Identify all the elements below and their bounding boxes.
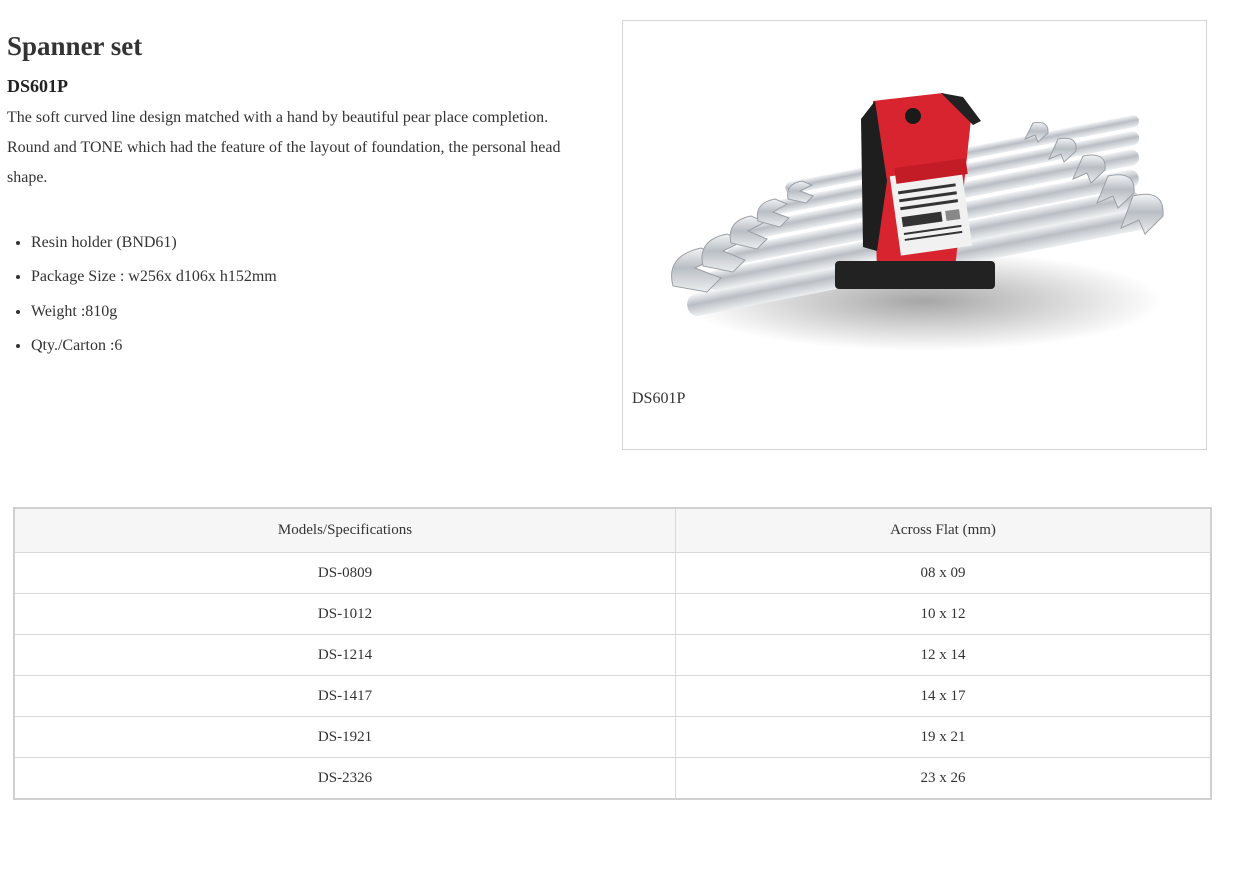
table-cell: 08 x 09 [676,553,1212,594]
table-row [14,676,1211,717]
table-cell: DS-1214 [14,635,676,676]
table-cell: 14 x 17 [676,676,1212,717]
image-caption: DS601P [632,390,686,407]
feature-item: • Resin holder (BND61) [31,232,597,254]
spanner-set-product-image[interactable] [663,71,1183,371]
feature-item: • Package Size : w256x d106x h152mm [31,266,597,288]
description-line: The soft curved line design matched with a hand by beautiful pear place completion. [7,109,549,126]
table-cell: 23 x 26 [676,758,1212,800]
table-row [14,758,1211,800]
column-header: Across Flat (mm) [676,508,1212,553]
table-cell: 10 x 12 [676,594,1212,635]
product-figure [622,20,1207,450]
table-cell: DS-0809 [14,553,676,594]
feature-list [7,232,597,357]
column-header: Models/Specifications [14,508,676,553]
product-info [7,28,597,369]
table-cell: DS-2326 [14,758,676,800]
feature-item: • Qty./Carton :6 [31,335,597,357]
table-header-row [14,508,1211,553]
table-cell: 12 x 14 [676,635,1212,676]
page-title: Spanner set [7,31,143,61]
feature-item: • Weight :810g [31,301,597,323]
description-line: Round and TONE which had the feature of the layout of foundation, the personal head shape. [7,139,561,186]
table-cell: 19 x 21 [676,717,1212,758]
product-description [7,103,587,193]
table-row [14,717,1211,758]
table-row [14,635,1211,676]
table-cell: DS-1921 [14,717,676,758]
product-model: DS601P [7,76,69,96]
table-row [14,594,1211,635]
table-cell: DS-1012 [14,594,676,635]
table-row [14,553,1211,594]
spec-table [13,507,1212,800]
table-cell: DS-1417 [14,676,676,717]
